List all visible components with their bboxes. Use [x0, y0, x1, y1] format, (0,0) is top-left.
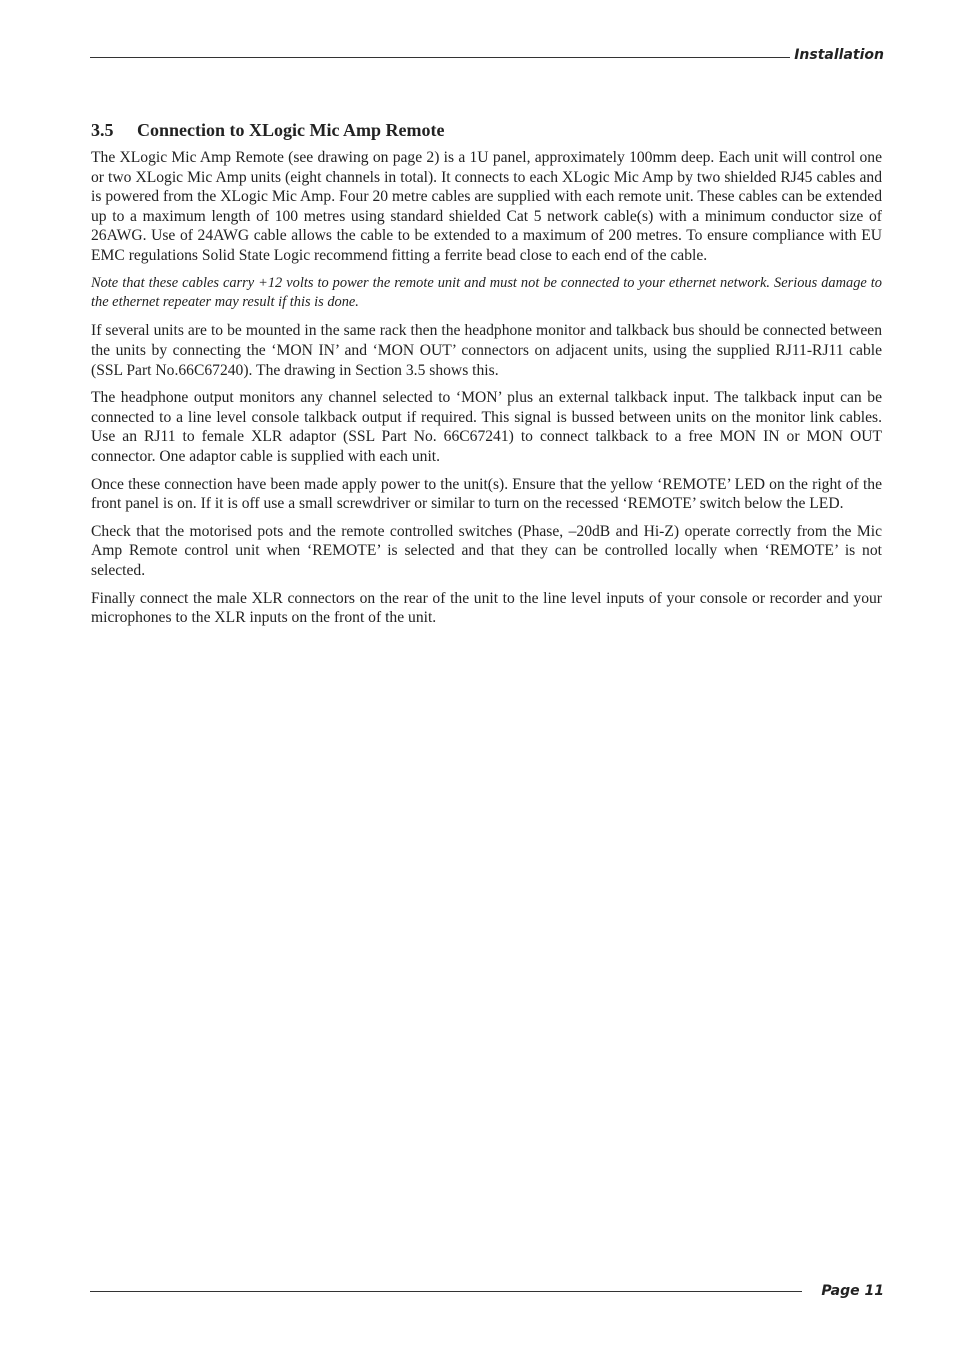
running-header: Installation [794, 47, 884, 63]
page-content [91, 118, 882, 636]
section-number: 3.5 [91, 120, 114, 140]
footer-rule [90, 1291, 802, 1292]
page-number: Page 11 [821, 1283, 884, 1299]
paragraph-power-on: Once these connection have been made apply power to the unit(s). Ensure that the yellow ‘REMOTE’ LED on the right of the front panel is on. If it is off use a small screwdriver or similar to turn on the recessed ‘REMOTE’ switch below the LED. [91, 475, 882, 513]
paragraph-overview: The XLogic Mic Amp Remote (see drawing on page 2) is a 1U panel, approximately 100mm deep. Each unit will control one or two XLogic Mic Amp units (eight channels in total). It connects to each XLogic Mic Amp by two shielded RJ45 cables and is powered from the XLogic Mic Amp. Four 20 metre cables are supplied with each remote unit. These cables can be extended up to a maximum length of 100 metres using standard shielded Cat 5 network cable(s) with a minimum conductor size of 26AWG. Use of 24AWG cable allows the cable to be extended to a maximum of 200 metres. To ensure compliance with EU EMC regulations Solid State Logic recommend fitting a ferrite bead close to each end of the cable. [91, 149, 882, 264]
section-title: Connection to XLogic Mic Amp Remote [137, 120, 445, 140]
paragraph-headphone-output: The headphone output monitors any channel selected to ‘MON’ plus an external talkback input. The talkback input can be connected to a line level console talkback output if required. This signal is bussed between units on the monitor link cables. Use an RJ11 to female XLR adaptor (SSL Part No. 66C67241) to connect talkback to a free MON IN or MON OUT connector. One adaptor cable is supplied with each unit. [91, 389, 882, 465]
header-rule [90, 57, 790, 58]
paragraph-rack-mounting: If several units are to be mounted in the same rack then the headphone monitor and talkback bus should be connected between the units by connecting the ‘MON IN’ and ‘MON OUT’ connectors on adjacent units, using the supplied RJ11-RJ11 cable (SSL Part No.66C67240). The drawing in Section 3.5 shows this. [91, 322, 882, 379]
section-heading [91, 118, 882, 142]
paragraph-check-controls: Check that the motorised pots and the remote controlled switches (Phase, –20dB and Hi-Z) operate correctly from the Mic Amp Remote control unit when ‘REMOTE’ is selected and that they can be controlled locally when ‘REMOTE’ is not selected. [91, 522, 882, 579]
paragraph-warning-note: Note that these cables carry +12 volts to power the remote unit and must not be connected to your ethernet network. Serious damage to the ethernet repeater may result if this is done. [91, 274, 882, 310]
paragraph-final-connections: Finally connect the male XLR connectors on the rear of the unit to the line level inputs of your console or recorder and your microphones to the XLR inputs on the front of the unit. [91, 589, 882, 627]
